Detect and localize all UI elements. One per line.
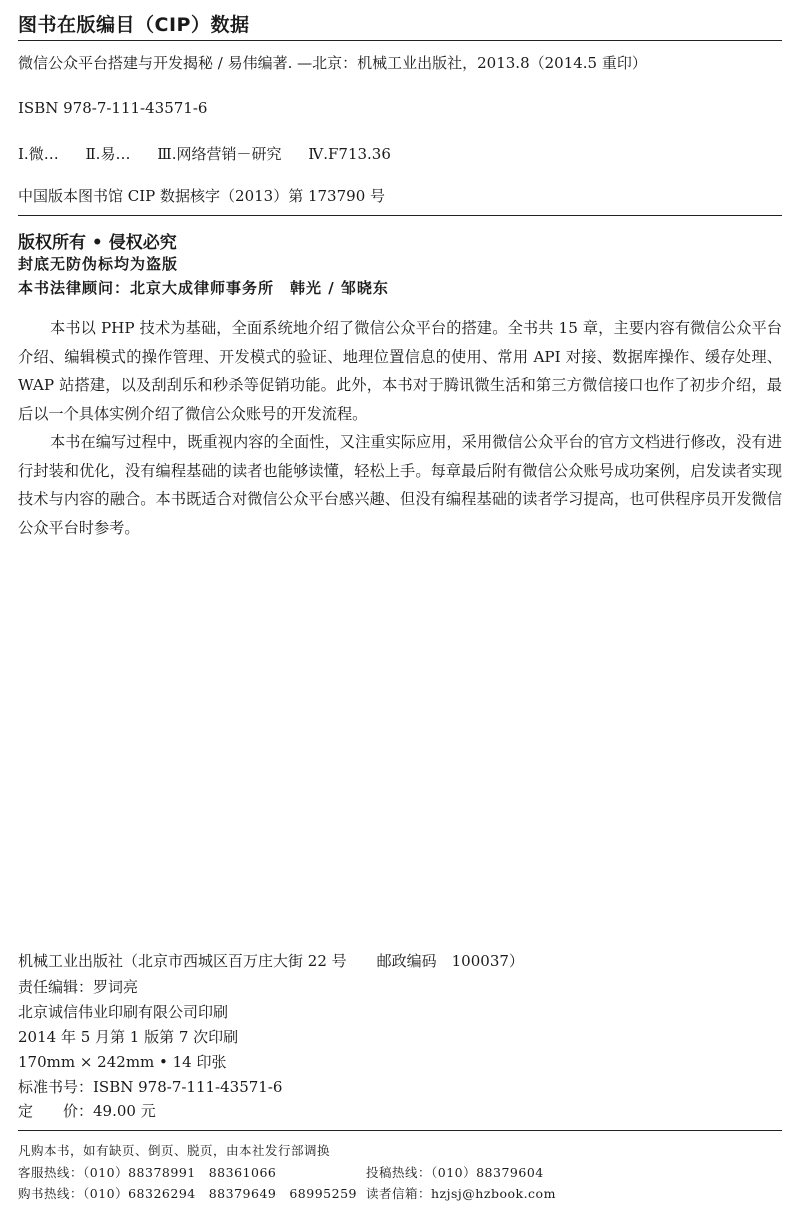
cip-classification [18, 143, 413, 164]
footer-rule [18, 1130, 782, 1131]
return-notice: 凡购本书，如有缺页、倒页、脱页，由本社发行部调换 [18, 1143, 331, 1158]
summary-paragraph-2: 本书在编写过程中，既重视内容的全面性，又注重实际应用，采用微信公众平台的官方文档进行修改，没有进行封装和优化，没有编程基础的读者也能够读懂，轻松上手。每章最后附有微信公众账号成功案例，启发读者实现技术与内容的融合。本书既适合对微信公众平台感兴趣、但没有编程基础的读者学习提高，也可供程序员开发微信公众平台时参考。 [18, 433, 782, 537]
header-rule [18, 40, 782, 41]
printer: 北京诚信伟业印刷有限公司印刷 [18, 1003, 229, 1021]
summary-paragraph-1: 本书以 PHP 技术为基础，全面系统地介绍了微信公众平台的搭建。全书共 15 章，主要内容有微信公众平台介绍、编辑模式的操作管理、开发模式的验证、地理位置信息的使用、常用 API 对接、数据库操作、缓存处理、WAP 站搭建，以及刮刮乐和秒杀等促销功能。此外，本书对于腾讯微生活和第三方微信接口也作了初步介绍，最后以一个具体实例介绍了微信公众账号的开发流程。 [18, 319, 782, 423]
classification-item: Ⅱ.易… [85, 145, 131, 163]
cip-rule [18, 215, 782, 216]
classification-item: Ⅲ.网络营销－研究 [157, 145, 282, 163]
format-info: 170mm × 242mm • 14 印张 [18, 1053, 227, 1071]
price: 定 价：49.00 元 [18, 1102, 156, 1120]
edition-info: 2014 年 5 月第 1 版第 7 次印刷 [18, 1028, 239, 1046]
standard-isbn: 标准书号：ISBN 978-7-111-43571-6 [18, 1078, 283, 1096]
reader-email: 读者信箱：hzjsj@hzbook.com [366, 1186, 556, 1201]
hotline-row-1 [18, 1163, 544, 1181]
submission-hotline: 投稿热线：（010）88379604 [366, 1165, 544, 1180]
cip-isbn-line: ISBN 978-7-111-43571-6 [18, 99, 208, 117]
publisher-postcode: 邮政编码 100037） [376, 952, 524, 970]
hotline-row-2 [18, 1184, 556, 1202]
responsible-editor: 责任编辑：罗词亮 [18, 978, 139, 996]
cip-record-line: 中国版本图书馆 CIP 数据核字（2013）第 173790 号 [18, 187, 386, 205]
publisher-address [18, 950, 524, 971]
rights-title: 版权所有 • 侵权必究 [18, 233, 177, 253]
classification-item: Ⅳ.F713.36 [308, 145, 391, 163]
classification-item: Ⅰ.微… [18, 145, 59, 163]
legal-advisor: 本书法律顾问：北京大成律师事务所 韩光 / 邹晓东 [18, 279, 389, 297]
service-hotline: 客服热线：（010）88378991 88361066 [18, 1165, 277, 1180]
purchase-hotline: 购书热线：（010）68326294 88379649 68995259 [18, 1186, 357, 1201]
cip-header: 图书在版编目（CIP）数据 [18, 14, 250, 36]
anti-fake-notice: 封底无防伪标均为盗版 [18, 255, 179, 273]
publisher-address-text: 机械工业出版社（北京市西城区百万庄大街 22 号 [18, 952, 347, 970]
cip-book-line: 微信公众平台搭建与开发揭秘 / 易伟编著. —北京：机械工业出版社，2013.8（2014.5 重印） [18, 54, 647, 72]
